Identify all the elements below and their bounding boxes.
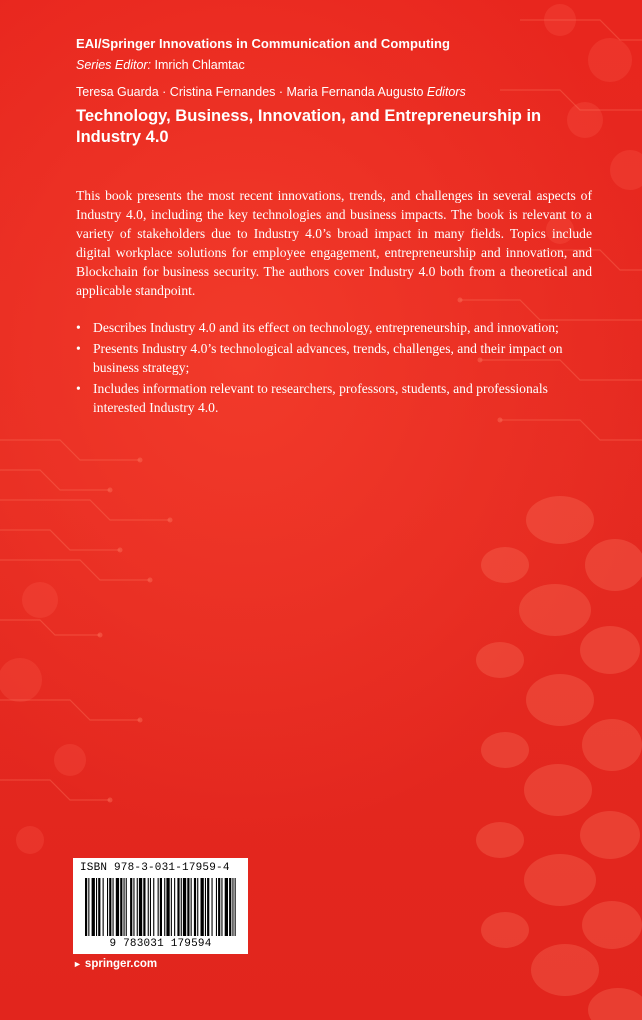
list-item-text: Includes information relevant to researchers, professors, students, and professionals interested Industry 4.0. xyxy=(93,381,548,415)
publisher-url: springer.com xyxy=(84,958,158,970)
feature-list xyxy=(76,318,576,419)
bullet-icon: • xyxy=(76,320,81,335)
book-title: Technology, Business, Innovation, and Entrepreneurship in Industry 4.0 xyxy=(76,107,542,146)
isbn-barcode xyxy=(73,858,248,954)
list-item xyxy=(76,318,576,337)
list-item xyxy=(76,379,576,417)
editors-role: Editors xyxy=(426,85,466,99)
arrow-right-icon: ► xyxy=(73,959,82,969)
list-item-text: Describes Industry 4.0 and its effect on technology, entrepreneurship, and innovation; xyxy=(93,320,559,335)
series-editor-name: Imrich Chlamtac xyxy=(154,58,245,72)
barcode-bars xyxy=(85,878,237,936)
isbn-label: ISBN 978-3-031-17959-4 xyxy=(80,862,230,874)
publisher-link[interactable] xyxy=(73,958,157,970)
list-item-text: Presents Industry 4.0’s technological advances, trends, challenges, and their impact on business strategy; xyxy=(93,341,563,375)
book-description: This book presents the most recent innovations, trends, and challenges in several aspects of Industry 4.0, including the key technologies and business impacts. The book is relevant to a variety of stakeholders due to Industry 4.0’s broad impact in many fields. Topics include digital workplace solutions for employee engagement, entrepreneurship and innovation, and Blockchain for business security. The authors cover Industry 4.0 both from a theoretical and applicable standpoint. xyxy=(76,188,592,298)
editor-names: Teresa Guarda · Cristina Fernandes · Maria Fernanda Augusto xyxy=(76,85,424,99)
barcode-digits: 9 783031 179594 xyxy=(109,938,212,950)
bullet-icon: • xyxy=(76,381,81,396)
list-item xyxy=(76,339,576,377)
book-editors xyxy=(76,85,466,99)
series-editor-role: Series Editor: xyxy=(76,58,152,72)
series-name: EAI/Springer Innovations in Communication and Computing xyxy=(76,36,450,51)
series-editor xyxy=(76,58,245,72)
bullet-icon: • xyxy=(76,341,81,356)
